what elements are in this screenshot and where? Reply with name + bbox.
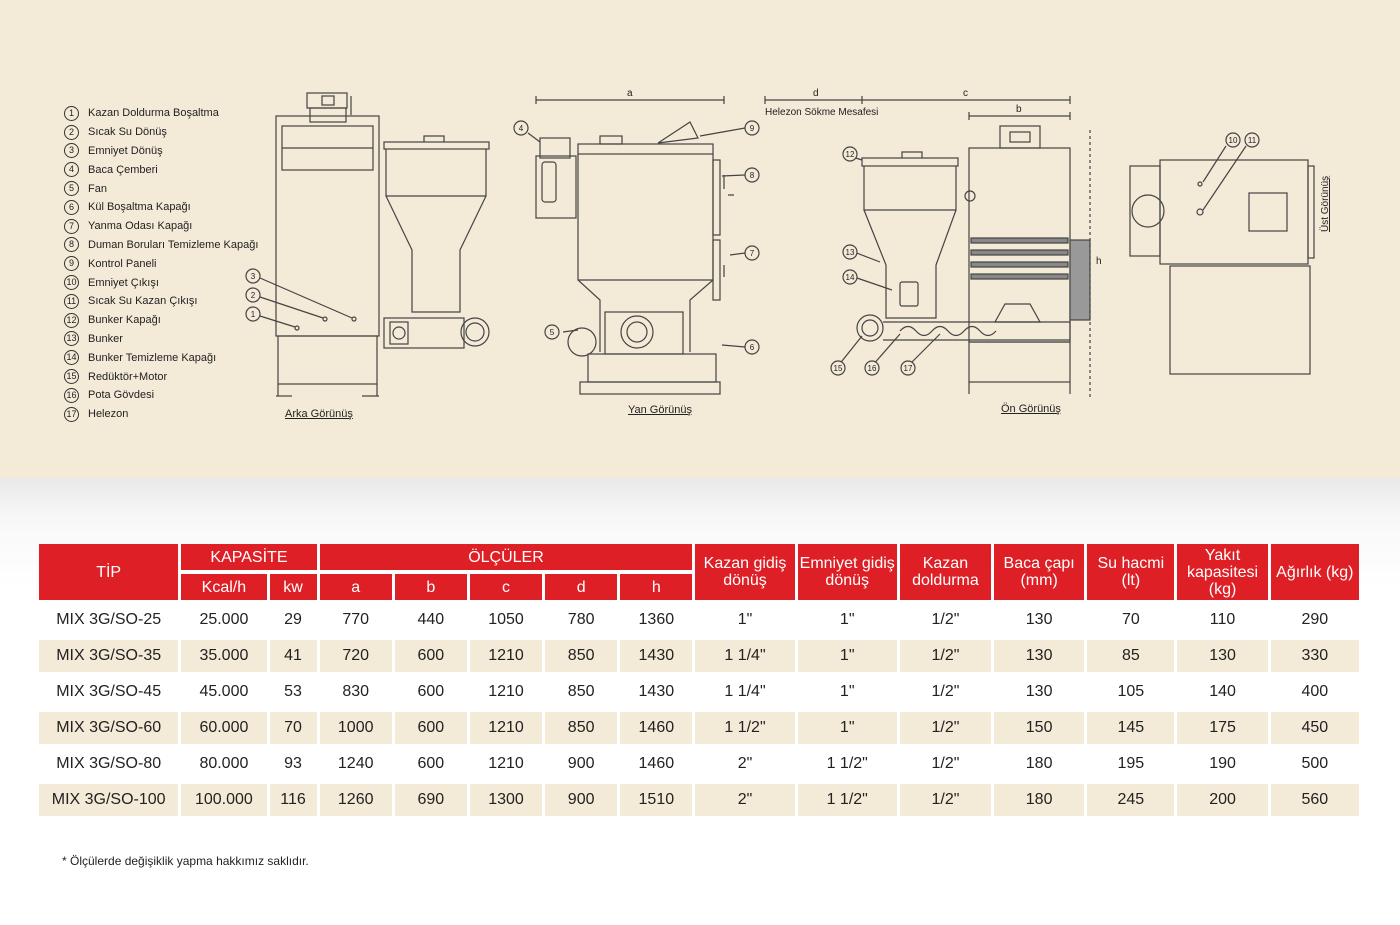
table-cell: 560 [1271,784,1359,816]
header-yakit-kapasitesi: Yakıt kapasitesi (kg) [1177,544,1267,600]
legend-number: 13 [64,331,79,346]
table-cell: 1360 [638,611,675,628]
legend-number: 11 [64,294,79,309]
header-a: a [320,574,392,600]
legend-number: 15 [64,369,79,384]
legend-number: 12 [64,313,79,328]
table-cell: 1 1/4" [695,640,794,672]
auger-removal-label: Helezon Sökme Mesafesi [765,107,879,118]
header-kapasite: KAPASİTE [181,544,316,570]
table-cell: 190 [1209,755,1236,772]
table-cell: 105 [1117,683,1145,700]
table-cell: MIX 3G/SO-35 [39,640,178,672]
header-kazan-gidis-donus: Kazan gidiş dönüş [695,544,794,600]
table-cell: 2" [695,784,794,816]
table-cell: 500 [1301,755,1329,772]
svg-text:11: 11 [1247,136,1257,145]
legend-label: Duman Boruları Temizleme Kapağı [88,238,259,251]
svg-text:10: 10 [1228,136,1238,145]
svg-text:8: 8 [749,171,755,180]
table-cell: 1 1/2" [695,712,794,744]
legend-label: Yanma Odası Kapağı [88,220,193,233]
legend-label: Bunker Temizleme Kapağı [88,351,217,364]
legend-label: Baca Çemberi [88,163,158,176]
table-cell: 1210 [488,683,524,700]
table-cell: 1210 [470,640,542,672]
legend-label: Bunker [88,332,123,345]
table-cell: 850 [567,683,595,700]
table-cell: 1/2" [900,640,991,672]
header-emniyet-gidis-donus: Emniyet gidiş dönüş [798,544,897,600]
table-cell: 440 [417,611,445,628]
top-view-label: Üst Görünüş [1320,175,1331,232]
dim-a-label: a [627,88,633,99]
legend-label: Helezon [88,408,129,421]
table-cell: 1210 [470,712,542,744]
legend-label: Kazan Doldurma Boşaltma [88,107,219,120]
table-cell: 450 [1271,712,1359,744]
header-b: b [395,574,467,600]
svg-text:13: 13 [845,248,855,257]
legend-label: Fan [88,182,107,195]
svg-text:1: 1 [250,310,256,319]
table-row [39,712,1359,744]
front-view-drawing [765,96,1090,400]
svg-text:14: 14 [845,273,855,282]
table-cell: 130 [1025,611,1053,628]
table-cell: 1050 [488,611,524,628]
legend-number: 2 [64,125,79,140]
table-cell: 180 [994,784,1084,816]
table-row [39,604,1359,636]
table-cell: 1/2" [900,712,991,744]
svg-text:5: 5 [549,328,555,337]
table-cell: 1" [737,611,753,628]
table-cell: 245 [1087,784,1174,816]
svg-text:3: 3 [250,272,256,281]
svg-text:16: 16 [867,364,877,373]
table-cell: 41 [270,640,317,672]
table-cell: 1460 [638,755,675,772]
specifications-table [36,540,1362,820]
footnote: * Ölçülerde değişiklik yapma hakkımız saklıdır. [62,854,309,868]
table-cell: 70 [1121,611,1140,628]
svg-text:7: 7 [749,249,755,258]
table-cell: 1" [839,611,855,628]
top-view-drawing [1130,133,1314,374]
table-cell: 2" [737,755,753,772]
header-c: c [470,574,542,600]
legend-number: 9 [64,256,79,271]
table-cell: 780 [567,611,595,628]
table-cell: 1 1/4" [724,683,766,700]
legend-label: Redüktör+Motor [88,370,168,383]
svg-text:17: 17 [903,364,913,373]
legend-number: 1 [64,106,79,121]
side-view-label: Yan Görünüş [628,404,693,416]
table-cell: 80.000 [199,755,249,772]
svg-text:2: 2 [250,291,256,300]
table-cell: 1260 [320,784,392,816]
legend-number: 16 [64,388,79,403]
table-cell: 1" [798,712,897,744]
legend-number: 4 [64,162,79,177]
table-cell: 180 [1025,755,1053,772]
table-cell: 900 [567,755,595,772]
table-cell: MIX 3G/SO-100 [39,784,178,816]
table-cell: 195 [1117,755,1145,772]
header-kcal: Kcal/h [181,574,266,600]
svg-text:15: 15 [833,364,843,373]
side-view-drawing [514,96,759,394]
table-cell: 145 [1087,712,1174,744]
legend-number: 17 [64,407,79,422]
table-cell: 850 [545,712,617,744]
header-baca-capi: Baca çapı (mm) [994,544,1084,600]
header-h: h [620,574,692,600]
table-cell: 116 [270,784,317,816]
legend-label: Pota Gövdesi [88,389,155,402]
legend-label: Sıcak Su Dönüş [88,126,167,139]
table-cell: 35.000 [181,640,266,672]
table-cell: 70 [270,712,317,744]
table-cell: 1/2" [931,611,960,628]
rear-view-drawing [246,93,489,396]
table-cell: MIX 3G/SO-45 [56,683,162,700]
legend-number: 7 [64,219,79,234]
table-cell: 60.000 [181,712,266,744]
table-cell: 1430 [620,640,692,672]
legend-label: Emniyet Çıkışı [88,276,159,289]
table-cell: 770 [342,611,370,628]
table-cell: 1 1/2" [826,755,868,772]
table-cell: 1300 [470,784,542,816]
svg-text:9: 9 [749,124,755,133]
table-cell: 1430 [638,683,675,700]
table-cell: 600 [417,683,445,700]
table-cell: 130 [1025,683,1053,700]
legend-label: Kül Boşaltma Kapağı [88,201,191,214]
dim-h-label: h [1096,256,1102,267]
table-cell: 29 [284,611,302,628]
dim-d-label: d [813,88,819,99]
table-cell: 1" [798,640,897,672]
header-tip: TİP [39,544,178,600]
header-d: d [545,574,617,600]
legend-number: 6 [64,200,79,215]
header-olculer: ÖLÇÜLER [320,544,693,570]
legend-number: 5 [64,181,79,196]
table-cell: 100.000 [181,784,266,816]
table-cell: 400 [1301,683,1329,700]
table-cell: 600 [417,755,445,772]
table-cell: 85 [1087,640,1174,672]
header-su-hacmi: Su hacmi (lt) [1087,544,1174,600]
table-cell: 140 [1209,683,1236,700]
table-cell: 130 [994,640,1084,672]
table-cell: 175 [1177,712,1267,744]
table-cell: 830 [342,683,370,700]
table-cell: 690 [395,784,467,816]
table-cell: MIX 3G/SO-60 [39,712,178,744]
table-cell: 600 [395,640,467,672]
table-cell: 150 [994,712,1084,744]
table-cell: 200 [1177,784,1267,816]
dim-c-label: c [963,88,968,99]
svg-text:12: 12 [845,150,855,159]
legend-number: 14 [64,350,79,365]
legend-label: Bunker Kapağı [88,314,161,327]
table-cell: 130 [1177,640,1267,672]
table-cell: 330 [1271,640,1359,672]
svg-text:4: 4 [518,124,524,133]
table-row [39,676,1359,708]
specifications-body [39,604,1359,816]
table-cell: 1460 [620,712,692,744]
table-cell: 110 [1209,611,1236,628]
table-cell: 45.000 [199,683,249,700]
table-cell: 1" [839,683,855,700]
table-row [39,640,1359,672]
rear-view-label: Arka Görünüş [285,408,353,420]
svg-text:6: 6 [749,343,755,352]
table-cell: 53 [284,683,302,700]
legend-number: 10 [64,275,79,290]
table-cell: 720 [320,640,392,672]
header-agirlik: Ağırlık (kg) [1271,544,1359,600]
table-cell: MIX 3G/SO-80 [56,755,162,772]
table-cell: 93 [284,755,302,772]
table-cell: 1210 [488,755,524,772]
header-kw: kw [270,574,317,600]
table-cell: 900 [545,784,617,816]
table-cell: 1/2" [931,683,960,700]
table-cell: 1/2" [900,784,991,816]
dim-b-label: b [1016,104,1022,115]
table-cell: 1510 [620,784,692,816]
legend-number: 3 [64,143,79,158]
legend-label: Sıcak Su Kazan Çıkışı [88,295,198,308]
table-cell: MIX 3G/SO-25 [56,611,162,628]
table-cell: 1 1/2" [798,784,897,816]
table-row [39,784,1359,816]
table-cell: 850 [545,640,617,672]
header-kazan-doldurma: Kazan doldurma [900,544,991,600]
legend-label: Emniyet Dönüş [88,144,163,157]
table-cell: 1240 [337,755,374,772]
table-cell: 1/2" [931,755,960,772]
legend-label: Kontrol Paneli [88,257,157,270]
table-cell: 290 [1301,611,1329,628]
front-view-label: Ön Görünüş [1001,403,1061,415]
table-row [39,748,1359,780]
legend-number: 8 [64,237,79,252]
table-cell: 25.000 [199,611,249,628]
table-cell: 1000 [320,712,392,744]
table-cell: 600 [395,712,467,744]
